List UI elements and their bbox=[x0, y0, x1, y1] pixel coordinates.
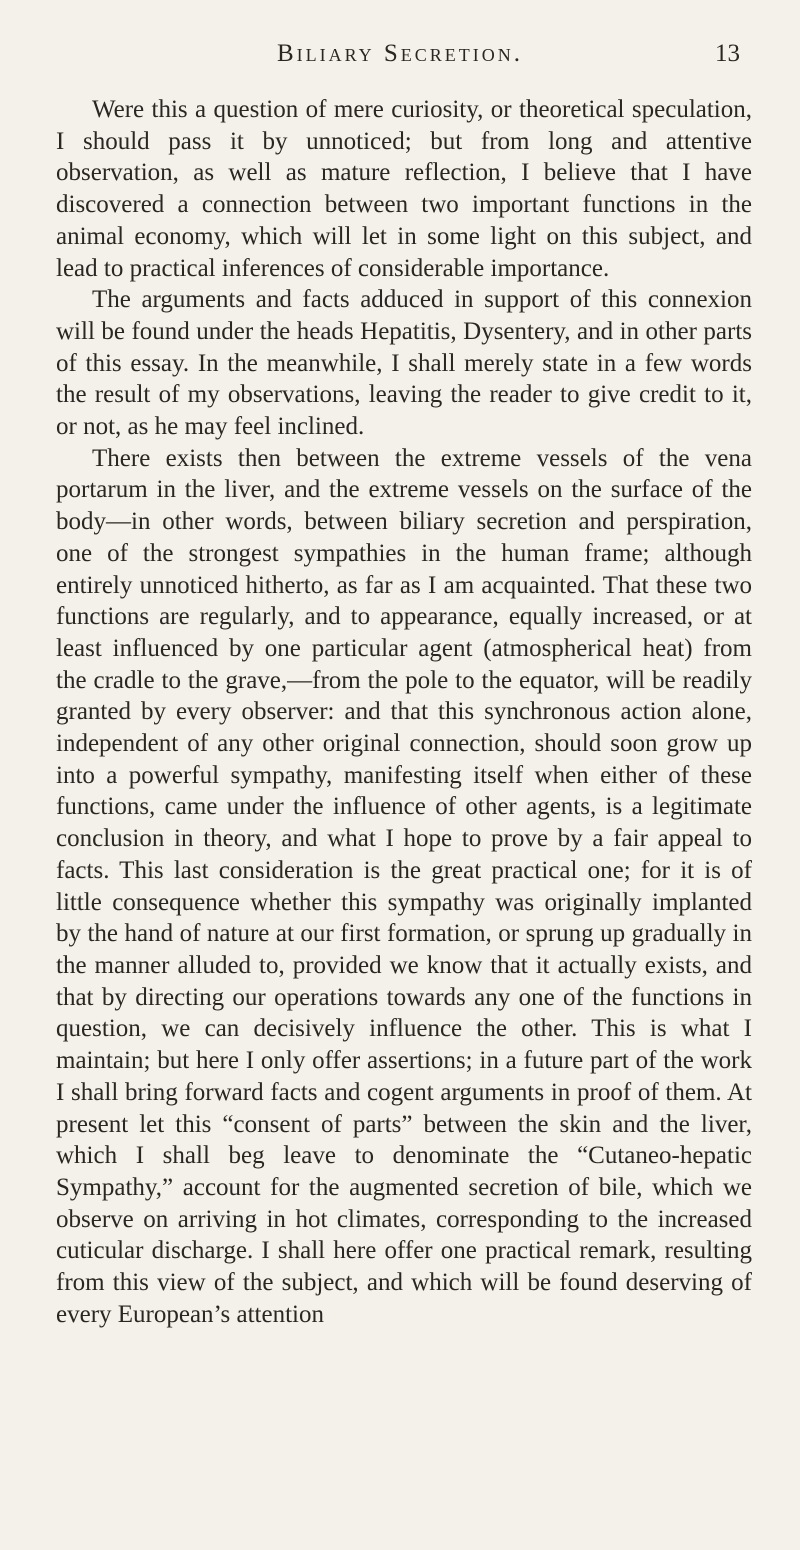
body-text bbox=[56, 94, 752, 1330]
paragraph-1: Were this a question of mere curiosity, or theoretical speculation, I should pass it by unnoticed; but from long and attentive observation, as well as mature reflection, I believe that I have discovered a connection between two important functions in the animal economy, which will let in some light on this subject, and lead to practical inferences of considerable importance. bbox=[56, 96, 752, 282]
running-head bbox=[0, 40, 800, 80]
running-title: Biliary Secretion. bbox=[276, 40, 524, 67]
paragraph-2: The arguments and facts adduced in support of this connexion will be found under the heads Hepatitis, Dysentery, and in other parts of this essay. In the meanwhile, I shall merely state in a few words the result of my observations, leaving the reader to give credit to it, or not, as he may feel inclined. bbox=[56, 286, 752, 441]
page-number: 13 bbox=[715, 40, 740, 67]
paragraph-3: There exists then between the extreme vessels of the vena portarum in the liver, and the extreme vessels on the surface of the body—in other words, between biliary secretion and perspiration, one of the strongest sympathies in the human frame; although entirely unnoticed hitherto, as far as I am acquainted. That these two functions are regularly, and to appearance, equally increased, or at least influenced by one particular agent (atmospherical heat) from the cradle to the grave,—from the pole to the equator, will be readily granted by every observer: and that this synchronous action alone, independent of any other original connection, should soon grow up into a powerful sympathy, manifesting itself when either of these functions, came under the influence of other agents, is a legitimate conclusion in theory, and what I hope to prove by a fair appeal to facts. This last consideration is the great practical one; for it is of little consequence whether this sympathy was originally implanted by the hand of nature at our first formation, or sprung up gradually in the manner alluded to, provided we know that it actually exists, and that by directing our operations towards any one of the functions in question, we can decisively influence the other. This is what I maintain; but here I only offer assertions; in a future part of the work I shall bring forward facts and cogent arguments in proof of them. At present let this “consent of parts” between the skin and the liver, which I shall beg leave to denominate the “Cutaneo-hepatic Sympathy,” account for the augmented secretion of bile, which we observe on arriving in hot climates, corresponding to the increased cuticular discharge. I shall here offer one practical remark, resulting from this view of the subject, and which will be found deserving of every European’s attention bbox=[56, 444, 752, 1328]
